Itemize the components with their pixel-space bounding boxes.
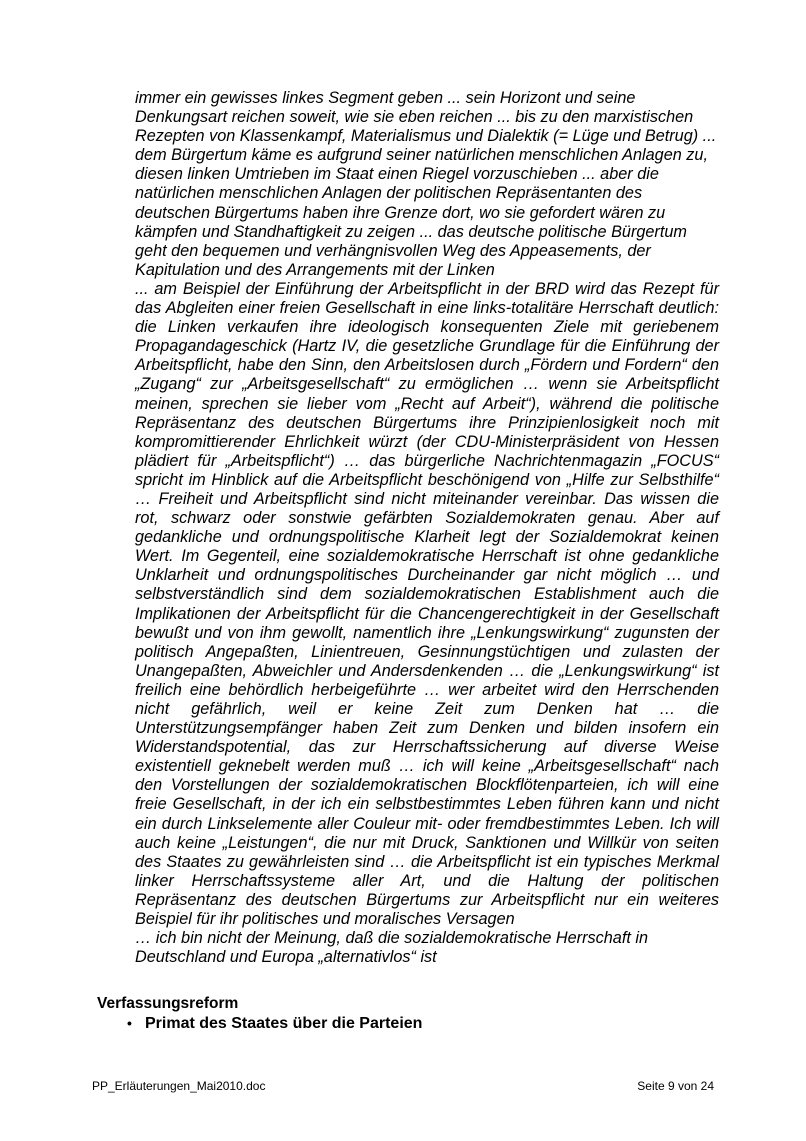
quote-paragraph-1: immer ein gewisses linkes Segment geben ... sein Horizont und seine Denkungsart reichen soweit, wie sie eben reichen ... bis zu den marxistischen Rezepten von Klassenkampf, Materialismus und Dialektik (= Lüge und Betrug) ... dem Bürgertum käme es aufgrund seiner natürlichen menschlichen Anlagen zu, diesen linken Umtrieben im Staat einen Riegel vorzuschieben ... aber die natürlichen menschlichen Anlagen der politischen Repräsentanten des deutschen Bürgertums haben ihre Grenze dort, wo sie gefordert wären zu kämpfen und Standhaftigkeit zu zeigen ... das deutsche politische Bürgertum geht den bequemen und verhängnisvollen Weg des Appeasements, der Kapitulation und des Arrangements mit der Linken	[135, 89, 717, 279]
quote-paragraph-3: … ich bin nicht der Meinung, daß die sozialdemokratische Herrschaft in Deutschland und Europa „alternativlos“ ist	[135, 929, 649, 967]
bullet-icon: •	[127, 1015, 132, 1031]
section-heading: Verfassungsreform	[97, 995, 239, 1012]
bullet-item-label: Primat des Staates über die Parteien	[145, 1015, 423, 1032]
quote-block	[135, 89, 719, 967]
footer-page-number: Seite 9 von 24	[637, 1079, 714, 1093]
footer-filename: PP_Erläuterungen_Mai2010.doc	[92, 1079, 266, 1093]
page-footer	[92, 1079, 714, 1093]
quote-paragraph-2: ... am Beispiel der Einführung der Arbeitspflicht in der BRD wird das Rezept für das Abgleiten einer freien Gesellschaft in eine links-totalitäre Herrschaft deutlich: die Linken verkaufen ihre ideologisch konsequenten Ziele mit geriebenem Propagandageschick (Hartz IV, die gesetzliche Grundlage für die Einführung der Arbeitspflicht, habe den Sinn, den Arbeitslosen durch „Fördern und Fordern“ den „Zugang“ zur „Arbeitsgesellschaft“ zu ermöglichen … wenn sie Arbeitspflicht meinen, sprechen sie lieber vom „Recht auf Arbeit“), während die politische Repräsentanz des deutschen Bürgertums ihre Prinzipienlosigkeit noch mit kompromittierender Ehrlichkeit würzt (der CDU-Ministerpräsident von Hessen plädiert für „Arbeitspflicht“) … das bürgerliche Nachrichtenmagazin „FOCUS“ spricht im Hinblick auf die Arbeitspflicht beschönigend von „Hilfe zur Selbsthilfe“ … Freiheit und Arbeitspflicht sind nicht miteinander vereinbar. Das wissen die rot, schwarz oder sonstwie gefärbten Sozialdemokraten genau. Aber auf gedankliche und ordnungspolitische Klarheit legt der Sozialdemokrat keinen Wert. Im Gegenteil, eine sozialdemokratische Herrschaft ist ohne gedankliche Unklarheit und ordnungspolitisches Durcheinander gar nicht möglich … und selbstverständlich sind dem sozialdemokratischen Establishment auch die Implikationen der Arbeitspflicht für die Chancengerechtigkeit in der Gesellschaft bewußt und von ihm gewollt, namentlich ihre „Lenkungswirkung“ zugunsten der politisch Angepaßten, Linientreuen, Gesinnungstüchtigen und zulasten der Unangepaßten, Abweichler und Andersdenkenden … die „Lenkungswirkung“ ist freilich eine behördlich herbeigeführte … wer arbeitet wird den Herrschenden nicht gefährlich, weil er keine Zeit zum Denken hat … die Unterstützungsempfänger haben Zeit zum Denken und bilden insofern ein Widerstandspotential, das zur Herrschaftssicherung auf diverse Weise existentiell geknebelt werden muß … ich will keine „Arbeitsgesellschaft“ nach den Vorstellungen der sozialdemokratischen Blockflötenparteien, ich will eine freie Gesellschaft, in der ich ein selbstbestimmtes Leben führen kann und nicht ein durch Linkselemente aller Couleur mit- oder fremdbestimmtes Leben. Ich will auch keine „Leistungen“, die nur mit Druck, Sanktionen und Willkür von seiten des Staates zu gewährleisten sind … die Arbeitspflicht ist ein typisches Merkmal linker Herrschaftssysteme aller Art, und die Haltung der politischen Repräsentanz des deutschen Bürgertums zur Arbeitspflicht nur ein weiteres Beispiel für ihr politisches und moralisches Versagen	[135, 279, 719, 929]
bullet-list-item	[127, 1013, 422, 1034]
